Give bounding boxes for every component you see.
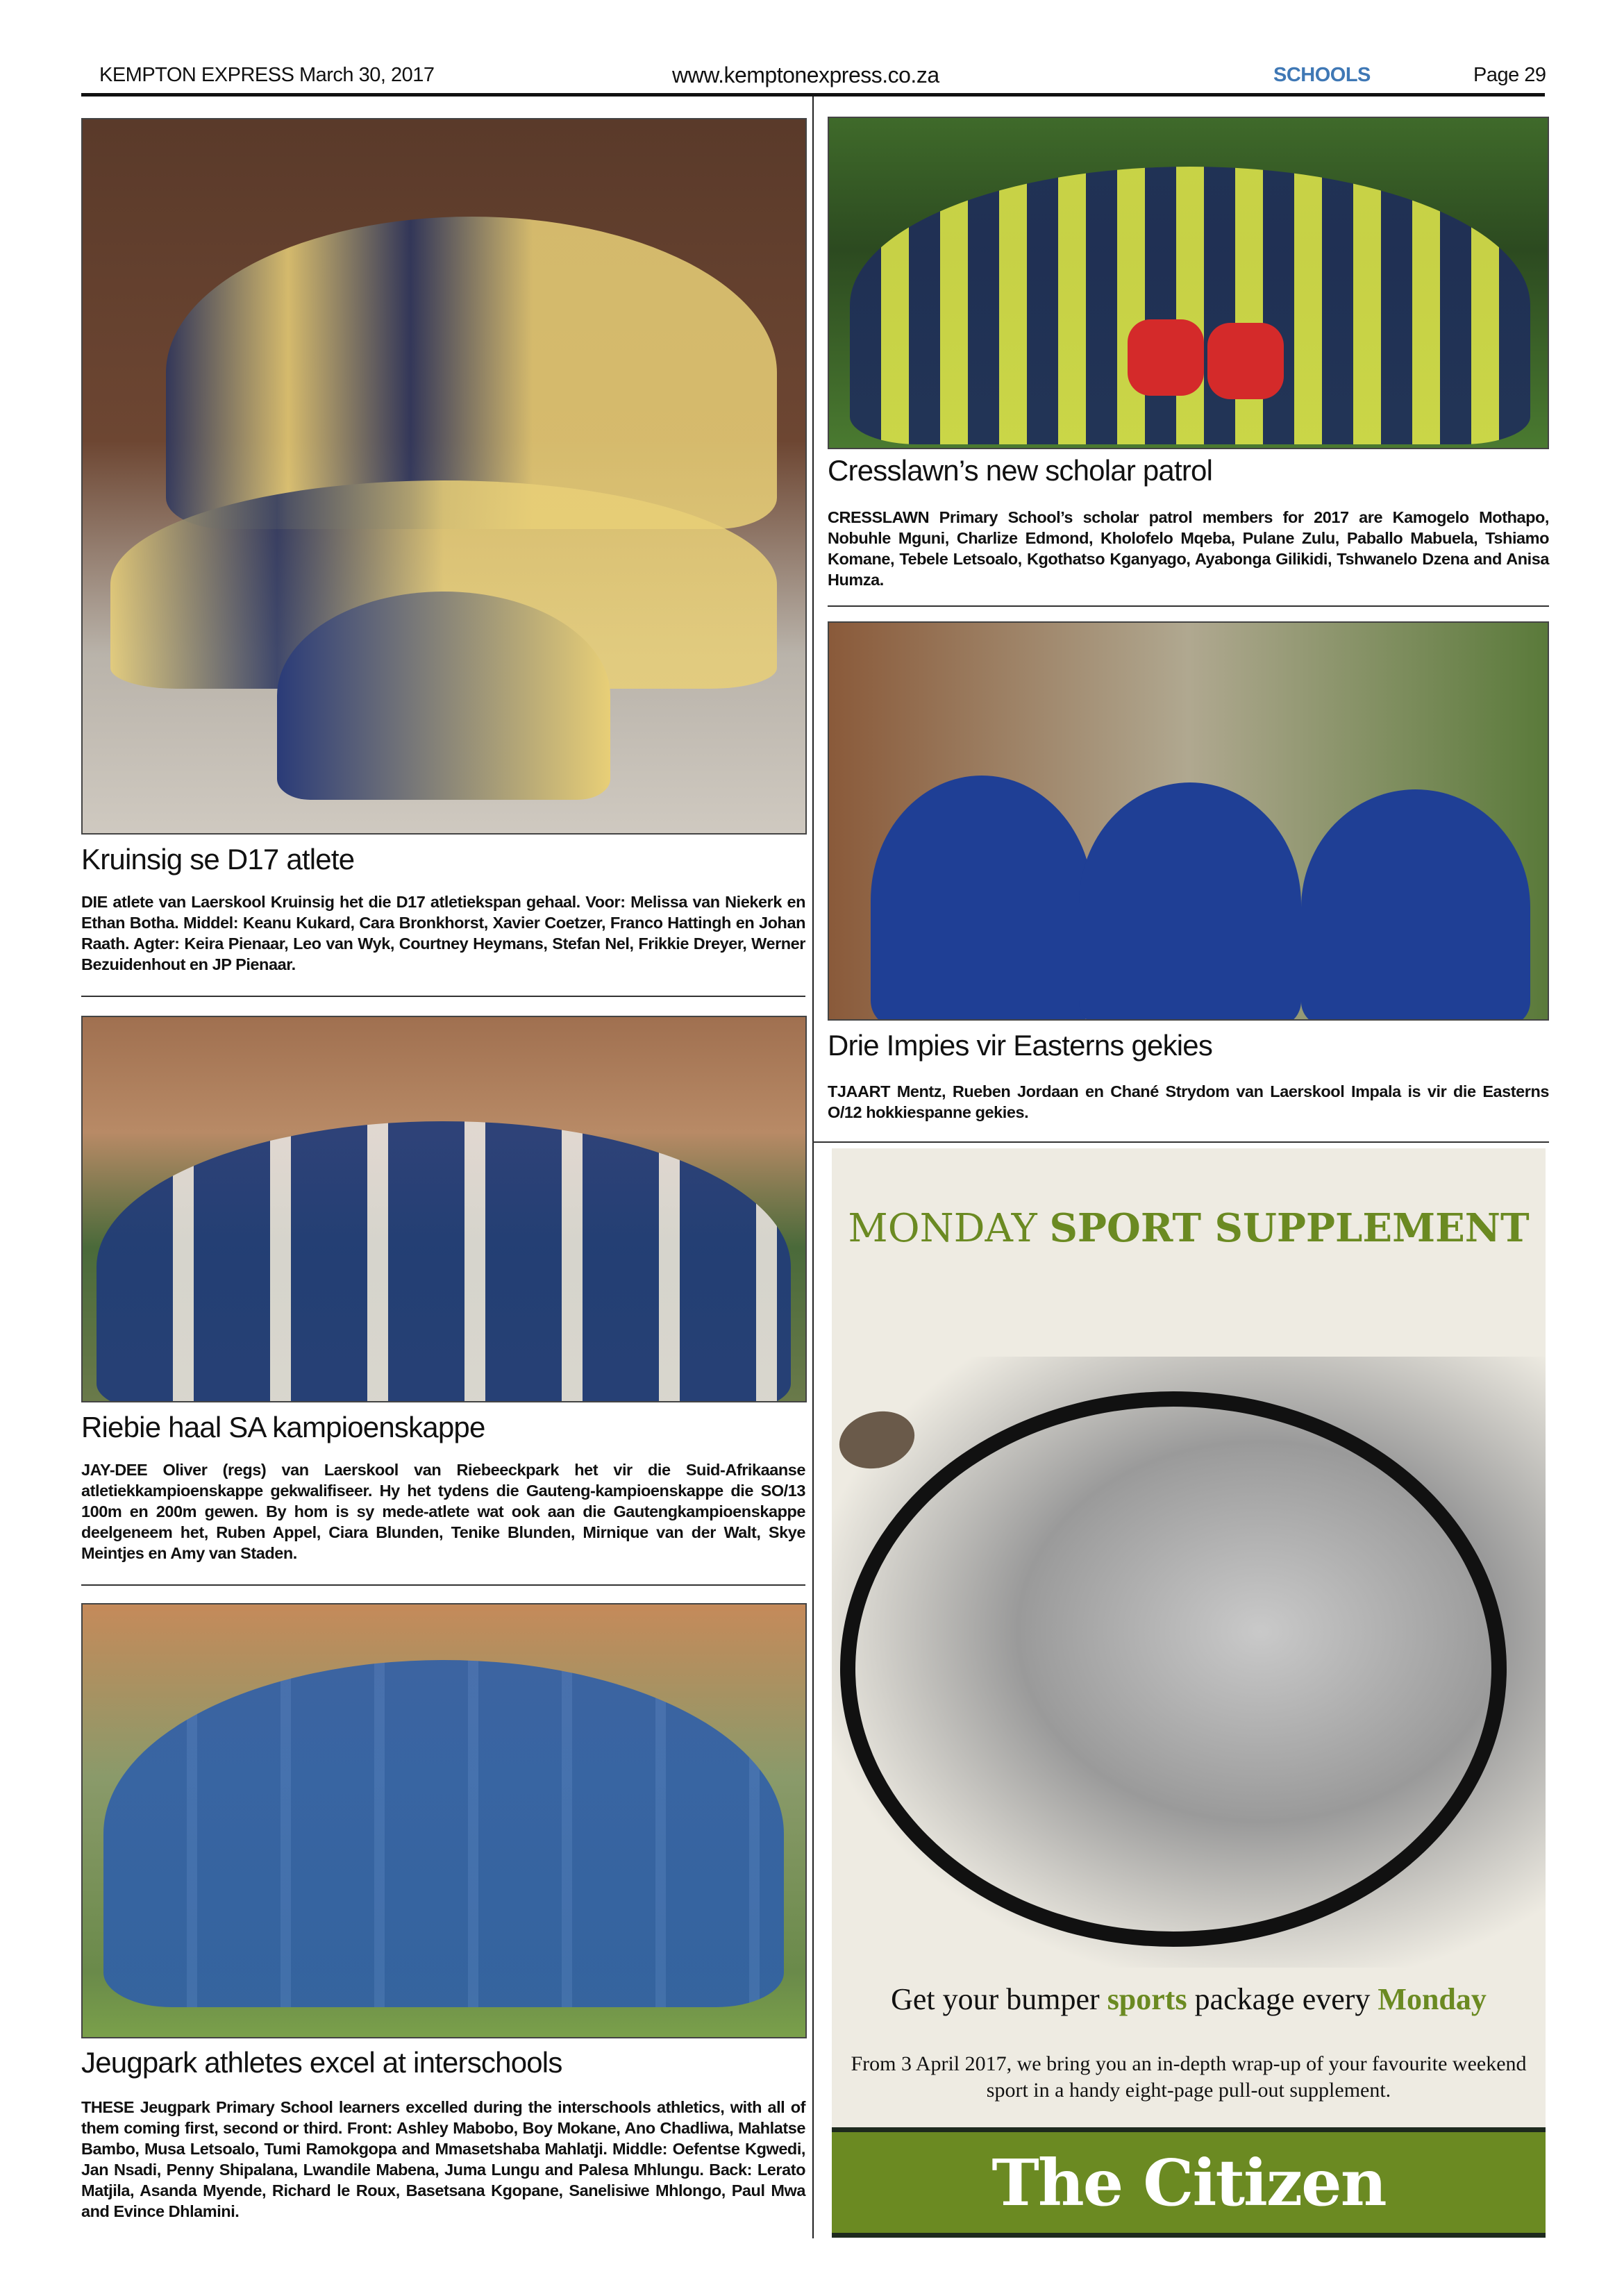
ad-heading-light: MONDAY bbox=[848, 1206, 1037, 1251]
ad-heading-bold: SPORT SUPPLEMENT bbox=[1049, 1205, 1530, 1251]
photo-kruinsig-athletes bbox=[81, 118, 807, 835]
story-caption: DIE atlete van Laerskool Kruinsig het die D17 atletiekspan gehaal. Voor: Melissa van Niekerk en Ethan Botha. Middel: Keanu Kukard, Cara Bronkhorst, Xavier Coetzer, Franco Hattingh en Johan Raath. Agter: Keira Pienaar, Leo van Wyk, Courtney Heymans, Stefan Nel, Frikkie Dreyer, Werner Bezuidenhout en JP Pienaar. bbox=[81, 893, 805, 973]
section-label: SCHOOLS bbox=[1273, 64, 1371, 86]
story-title: Cresslawn’s new scholar patrol bbox=[828, 454, 1213, 487]
website-link[interactable]: www.kemptonexpress.co.za bbox=[672, 62, 939, 87]
citizen-logo: The Citizen bbox=[991, 2145, 1386, 2220]
ad-circle-graphic bbox=[840, 1391, 1507, 1947]
photo-impala-hockey-players bbox=[828, 621, 1549, 1021]
story-caption: JAY-DEE Oliver (regs) van Laerskool van Riebeeckpark het vir die Suid-Afrikaanse atletiekkampioenskappe gekwalifiseer. Hy het tydens die Gauteng-kampioenskappe die SO/13 100m en 200m gewen. By hom is sy mede-atlete wat ook aan die Gautengkampioenskappe deelgeneem het, Ruben Appel, Ciara Blunden, Tenike Blunden, Mirnique van der Walt, Skye Meintjes en Amy van Staden. bbox=[81, 1461, 805, 1562]
tagline-part: Get your bumper bbox=[891, 1982, 1100, 2016]
tagline-part: package every bbox=[1194, 1982, 1371, 2016]
story-divider bbox=[828, 605, 1549, 607]
paper-date: KEMPTON EXPRESS March 30, 2017 bbox=[99, 64, 435, 86]
story-title: Jeugpark athletes excel at interschools bbox=[81, 2046, 562, 2079]
citizen-logo-band bbox=[832, 2127, 1546, 2238]
ad-tagline bbox=[832, 1981, 1546, 2018]
ad-heading bbox=[832, 1205, 1546, 1251]
photo-riebeeckpark-athletes bbox=[81, 1016, 807, 1402]
photo-cresslawn-scholar-patrol bbox=[828, 117, 1549, 449]
story-divider bbox=[81, 996, 805, 997]
story-divider bbox=[812, 1141, 1549, 1143]
story-title: Riebie haal SA kampioenskappe bbox=[81, 1411, 485, 1443]
citizen-sport-supplement-ad[interactable] bbox=[832, 1148, 1546, 2238]
page-number: Page 29 bbox=[1473, 64, 1546, 86]
story-caption: TJAART Mentz, Rueben Jordaan en Chané Strydom van Laerskool Impala is vir die Easterns O/12 hokkiespanne gekies. bbox=[828, 1082, 1549, 1121]
story-caption: CRESSLAWN Primary School’s scholar patrol members for 2017 are Kamogelo Mothapo, Nobuhle Mguni, Charlize Edmond, Kholofelo Mqeba, Pulane Zulu, Paballo Mabuela, Tshiamo Komane, Tebele Letsoalo, Kgothatso Kganyago, Ayabonga Gilikidi, Tshwanelo Dzena and Anisa Humza. bbox=[828, 508, 1549, 589]
ad-body: From 3 April 2017, we bring you an in-depth wrap-up of your favourite weekend sport in a handy eight-page pull-out supplement. bbox=[851, 2052, 1527, 2102]
tagline-highlight: Monday bbox=[1378, 1982, 1487, 2016]
story-divider bbox=[81, 1584, 805, 1586]
story-title: Drie Impies vir Easterns gekies bbox=[828, 1029, 1213, 1062]
tagline-highlight: sports bbox=[1107, 1982, 1187, 2016]
column-divider bbox=[812, 97, 814, 2238]
story-caption: THESE Jeugpark Primary School learners excelled during the interschools athletics, with all of them coming first, second or third. Front: Ashley Mabobo, Boy Mokane, Ano Chadliwa, Mahlatse Bambo, Musa Letsoalo, Tumi Ramokgopa and Mmasetshaba Mahlatji. Middle: Oefentse Kgwedi, Jan Nsadi, Penny Shipalana, Lwandile Mabena, Juma Lungu and Palesa Mhlungu. Back: Lerato Matjila, Asanda Myende, Richard le Roux, Basetsana Kgopane, Sanelisiwe Mhlongo, Paul Mwa and Evince Dhlamini. bbox=[81, 2098, 805, 2220]
photo-jeugpark-athletes bbox=[81, 1603, 807, 2038]
story-title: Kruinsig se D17 atlete bbox=[81, 843, 355, 875]
